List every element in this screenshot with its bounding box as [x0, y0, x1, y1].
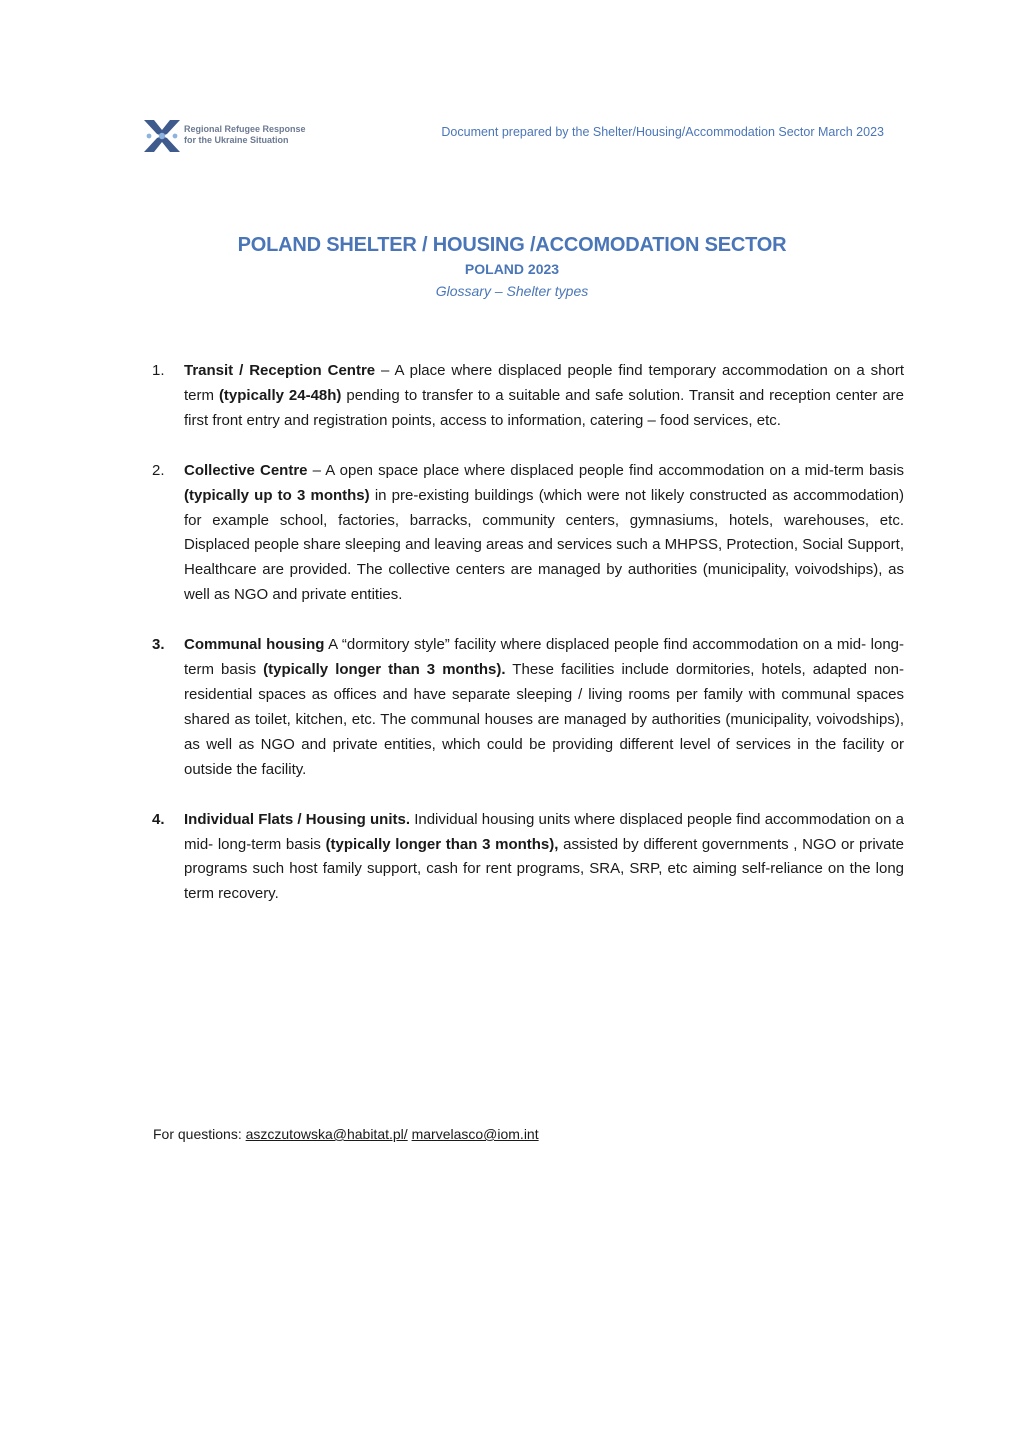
refugee-response-emblem-icon	[142, 116, 182, 156]
contact-email-iom-link[interactable]: marvelasco@iom.int	[411, 1126, 539, 1142]
list-item-text: in pre-existing buildings (which were not likely constructed as accommodation) for example school, factories, barracks, community centers, gymnasiums, hotels, warehouses, etc. Displaced people share sleeping and leaving areas and services such a MHPSS, Protection, Social Support, Healthcare are provided. The collective centers are managed by authorities (municipality, voivodships), as well as NGO and private entities.	[184, 486, 904, 604]
shelter-types-list	[152, 359, 904, 932]
list-item-number: 1.	[152, 362, 165, 379]
list-item-number: 2.	[152, 461, 165, 479]
logo-text-line1: Regional Refugee Response	[184, 124, 306, 134]
list-item-term: Communal housing	[184, 636, 325, 654]
list-item-term: Transit / Reception Centre	[184, 362, 376, 379]
document-title: POLAND SHELTER / HOUSING /ACCOMODATION SECTOR	[237, 234, 787, 256]
list-item-text: These facilities include dormitories, hotels, adapted non-residential spaces as offices and have separate sleeping / living rooms per family with communal spaces shared as toilet, kitchen, etc. The communal houses are managed by authorities (municipality, voivodships), as well as NGO and private entities, which could be providing different level of services in the facility or outside the facility.	[184, 661, 904, 778]
list-item-text: assisted by different governments , NGO or private programs such host family support, cash for rent programs, SRA, SRP, etc aiming self-reliance on the long term recovery.	[184, 835, 905, 903]
contact-footer	[153, 1126, 539, 1142]
document-header	[142, 114, 884, 158]
list-item-transit-reception-centre	[152, 359, 904, 434]
contact-label: For questions:	[153, 1126, 246, 1142]
list-item-term: Individual Flats / Housing units.	[184, 810, 410, 828]
list-item-emphasis: (typically longer than 3 months).	[263, 661, 506, 679]
list-item-text: pending to transfer to a suitable and safe solution. Transit and reception center are first front entry and registration points, access to information, catering – food services, etc.	[184, 386, 905, 429]
prepared-by-note: Document prepared by the Shelter/Housing/Accommodation Sector March 2023	[441, 125, 884, 139]
list-item-term: Collective Centre	[184, 461, 308, 479]
list-item-text: – A open space place where displaced people find accommodation on a mid-term basis	[307, 461, 904, 479]
list-item-emphasis: (typically up to 3 months)	[184, 486, 370, 504]
contact-email-habitat-link[interactable]: aszczutowska@habitat.pl/	[245, 1126, 408, 1142]
list-item-number: 3.	[152, 636, 165, 654]
title-block	[0, 232, 1024, 302]
list-item-number: 4.	[152, 810, 165, 828]
regional-refugee-response-logo	[142, 114, 312, 156]
list-item-communal-housing	[152, 633, 904, 782]
list-item-text: – A place where displaced people find temporary accommodation on a short term	[184, 362, 904, 404]
logo-text	[184, 124, 306, 146]
list-item-collective-centre	[152, 459, 904, 608]
list-item-emphasis: (typically 24-48h)	[218, 386, 342, 404]
list-item-text: A “dormitory style” facility where displaced people find accommodation on a mid- long-term basis	[184, 636, 904, 679]
logo-text-line2: for the Ukraine Situation	[184, 135, 289, 145]
list-item-text: Individual housing units where displaced people find accommodation on a mid- long-term basis	[184, 810, 905, 853]
glossary-heading: Glossary – Shelter types	[435, 283, 589, 299]
document-subtitle: POLAND 2023	[464, 261, 560, 277]
list-item-emphasis: (typically longer than 3 months),	[325, 835, 559, 853]
list-item-individual-flats	[152, 808, 904, 908]
